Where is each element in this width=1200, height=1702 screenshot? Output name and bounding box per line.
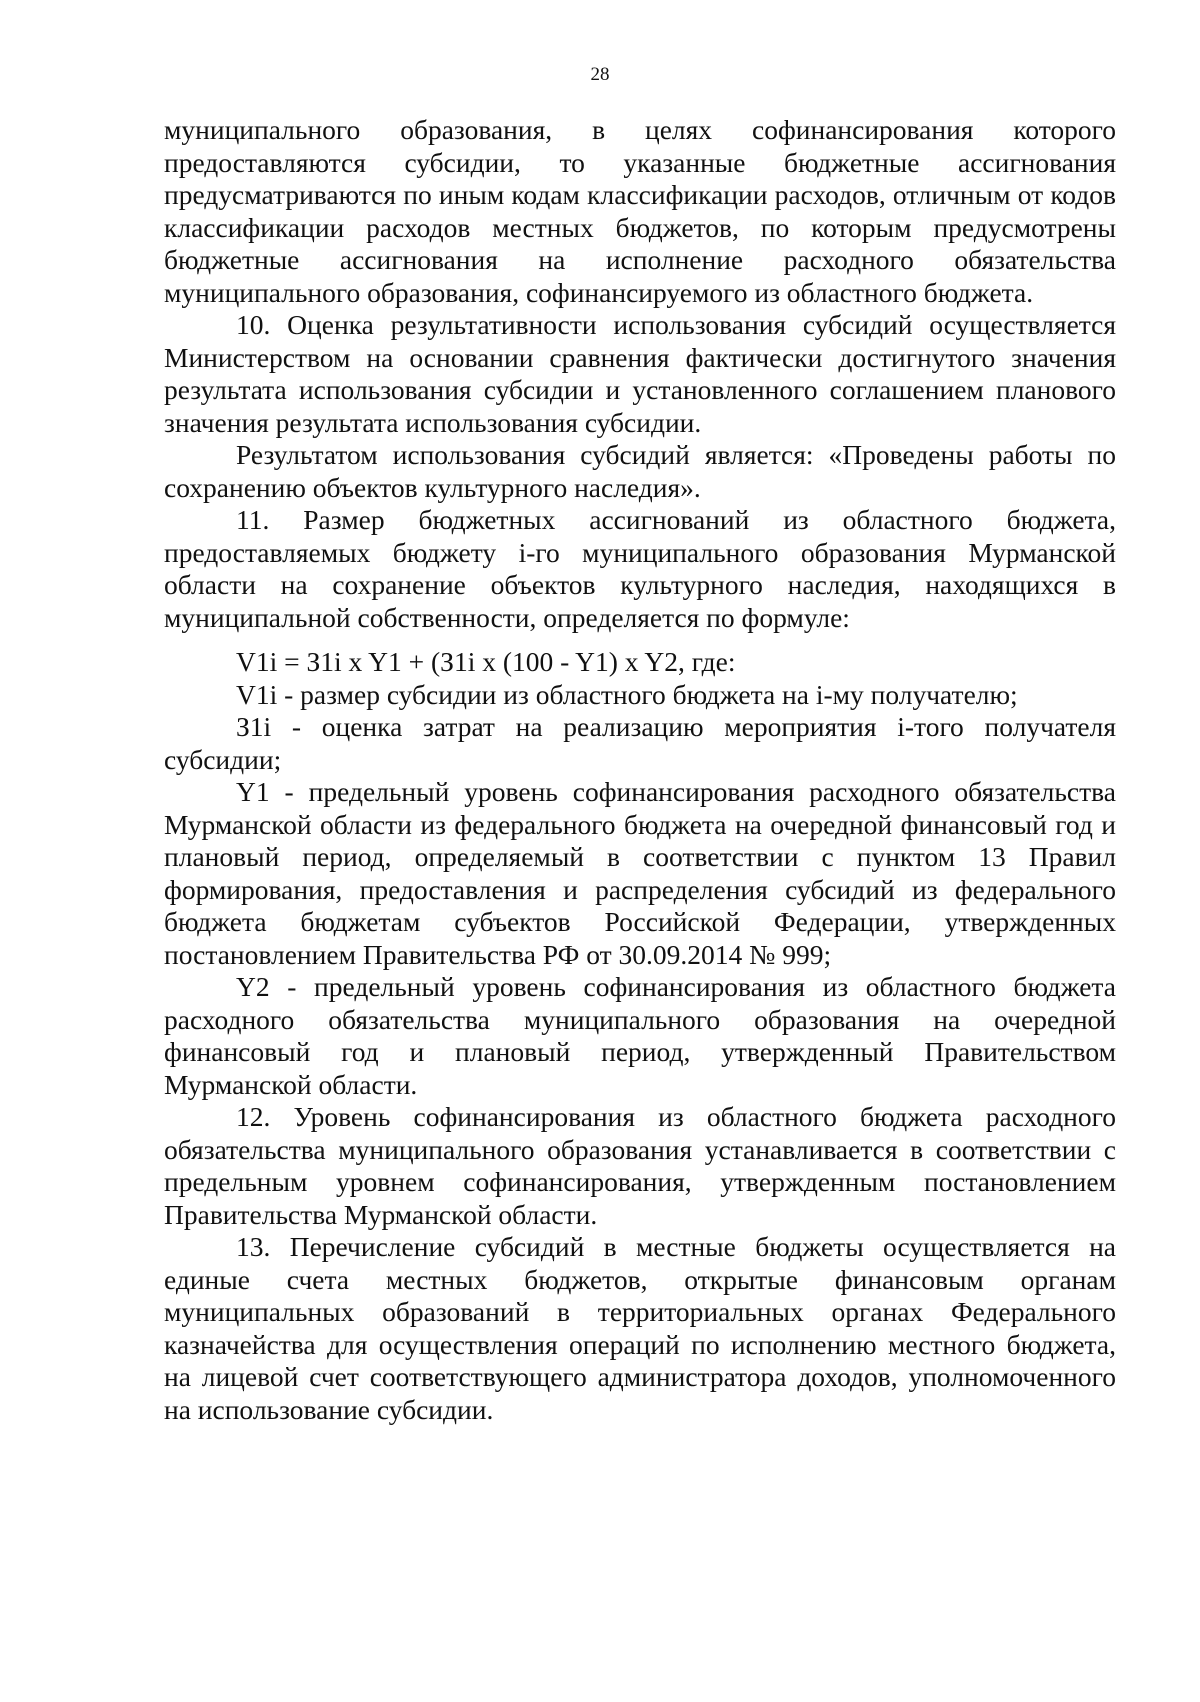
definition-v1i: V1i - размер субсидии из областного бюджета на i-му получателю; xyxy=(236,678,1018,710)
definition-z1i: З1i - оценка затрат на реализацию мероприятия i-того получателя субсидии; xyxy=(164,711,1116,775)
paragraph-item-13: 13. Перечисление субсидий в местные бюджеты осуществляется на единые счета местных бюджетов, открытые финансовым органам муниципальных образований в территориальных органах Федерального казначейства для осуществления операций по исполнению местного бюджета, на лицевой счет соответствующего администратора доходов, уполномоченного на использование субсидии. xyxy=(164,1231,1116,1425)
document-body xyxy=(164,114,1116,1426)
definition-y2: Y2 - предельный уровень софинансирования из областного бюджета расходного обязательства муниципального образования на очередной финансовый год и плановый период, утвержденный Правительством Мурманской области. xyxy=(164,971,1116,1100)
page-number: 28 xyxy=(590,64,610,85)
paragraph-item-11: 11. Размер бюджетных ассигнований из областного бюджета, предоставляемых бюджету i-го муниципального образования Мурманской области на сохранение объектов культурного наследия, находящихся в муниципальной собственности, определяется по формуле: xyxy=(164,504,1116,633)
paragraph-item-10: 10. Оценка результативности использования субсидий осуществляется Министерством на основании сравнения фактически достигнутого значения результата использования субсидии и установленного соглашением планового значения результата использования субсидии. xyxy=(164,309,1116,438)
paragraph-result: Результатом использования субсидий является: «Проведены работы по сохранению объектов культурного наследия». xyxy=(164,439,1116,503)
definition-y1: Y1 - предельный уровень софинансирования расходного обязательства Мурманской области из федерального бюджета на очередной финансовый год и плановый период, определяемый в соответствии с пунктом 13 Правил формирования, предоставления и распределения субсидий из федерального бюджета бюджетам субъектов Российской Федерации, утвержденных постановлением Правительства РФ от 30.09.2014 № 999; xyxy=(164,776,1116,970)
formula: V1i = З1i x Y1 + (З1i x (100 - Y1) x Y2, где: xyxy=(236,646,736,677)
paragraph-item-12: 12. Уровень софинансирования из областного бюджета расходного обязательства муниципального образования устанавливается в соответствии с предельным уровнем софинансирования, утвержденным постановлением Правительства Мурманской области. xyxy=(164,1101,1116,1230)
paragraph-continuation: муниципального образования, в целях софинансирования которого предоставляются субсидии, то указанные бюджетные ассигнования предусматриваются по иным кодам классификации расходов, отличным от кодов классификации расходов местных бюджетов, по которым предусмотрены бюджетные ассигнования на исполнение расходного обязательства муниципального образования, софинансируемого из областного бюджета. xyxy=(164,114,1116,308)
